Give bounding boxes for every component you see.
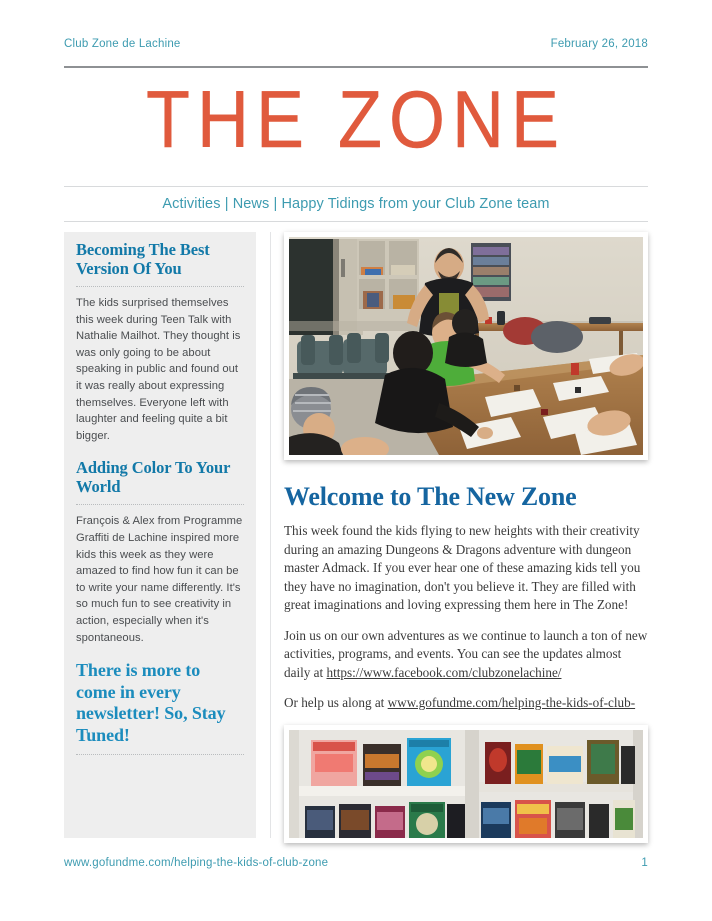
header-organization: Club Zone de Lachine (64, 38, 181, 50)
main-column (284, 232, 648, 865)
masthead-tagline: Activities | News | Happy Tidings from your Club Zone team (162, 196, 550, 212)
sidebar-dotted-divider-1 (76, 286, 244, 287)
sidebar-dotted-divider-2 (76, 504, 244, 505)
main-paragraph-1: This week found the kids flying to new heights with their creativity during an amazing Dungeons & Dragons adventure with dungeon master Admack. If you ever hear one of these amazing kids tell you they have no imagination, don't you believe it. They are filled with great imaginations and loving expressing them here in The Zone! (284, 523, 641, 612)
tagline-divider-top (64, 186, 648, 187)
footer-url[interactable]: www.gofundme.com/helping-the-kids-of-club-zone (64, 857, 329, 869)
sidebar-article-2-heading: Adding Color To Your World (76, 458, 231, 497)
gofundme-link[interactable]: www.gofundme.com/helping-the-kids-of-club- (387, 695, 636, 710)
sidebar-article-1-body: The kids surprised themselves this week during Teen Talk with Nathalie Mailhot. They thought is was only going to be about speaking in public and found out it was really about expressing themselves. Everyone left with laughter and feeling quite a bit bigger. (76, 297, 241, 442)
sidebar-dotted-divider-3 (76, 754, 244, 755)
masthead-title-text: THE ZONE (145, 75, 566, 165)
header-date: February 26, 2018 (550, 38, 648, 50)
photo-frame-bookshelf (284, 725, 648, 843)
sidebar-article-1 (76, 240, 244, 444)
column-divider (270, 232, 271, 838)
masthead-title (64, 75, 648, 165)
sidebar (64, 232, 256, 838)
sidebar-article-1-heading: Becoming The Best Version Of You (76, 240, 210, 278)
main-paragraph-2-text: Join us on our own adventures as we continue to launch a ton of new activities, programs, and events. You can see the updates almost daily at (284, 627, 648, 680)
page-footer (64, 857, 648, 869)
footer-page-number: 1 (641, 857, 648, 869)
header-divider (64, 66, 648, 68)
photo-frame-dnd-session (284, 232, 648, 460)
sidebar-article-3 (76, 660, 244, 755)
photo-dnd-session (289, 237, 643, 455)
tagline-divider-bottom (64, 221, 648, 222)
facebook-link[interactable]: https://www.facebook.com/clubzonelachine/ (326, 664, 562, 680)
page-header (64, 38, 648, 50)
photo-bookshelf (289, 730, 643, 838)
sidebar-article-2-body: François & Alex from Programme Graffiti de Lachine inspired more kids this week as they were amazed to find how fun it can be to write your name differently. It's so much fun to see creativity in action, especially when it's spontaneous. (76, 515, 243, 644)
sidebar-article-2 (76, 458, 244, 646)
main-paragraph-3 (284, 694, 648, 713)
main-paragraph-2 (284, 627, 648, 683)
main-paragraph-3-text: Or help us along at (284, 695, 388, 710)
sidebar-article-3-heading: There is more to come in every newsletter! So, Stay Tuned! (76, 660, 226, 745)
main-article-heading: Welcome to The New Zone (284, 482, 577, 511)
